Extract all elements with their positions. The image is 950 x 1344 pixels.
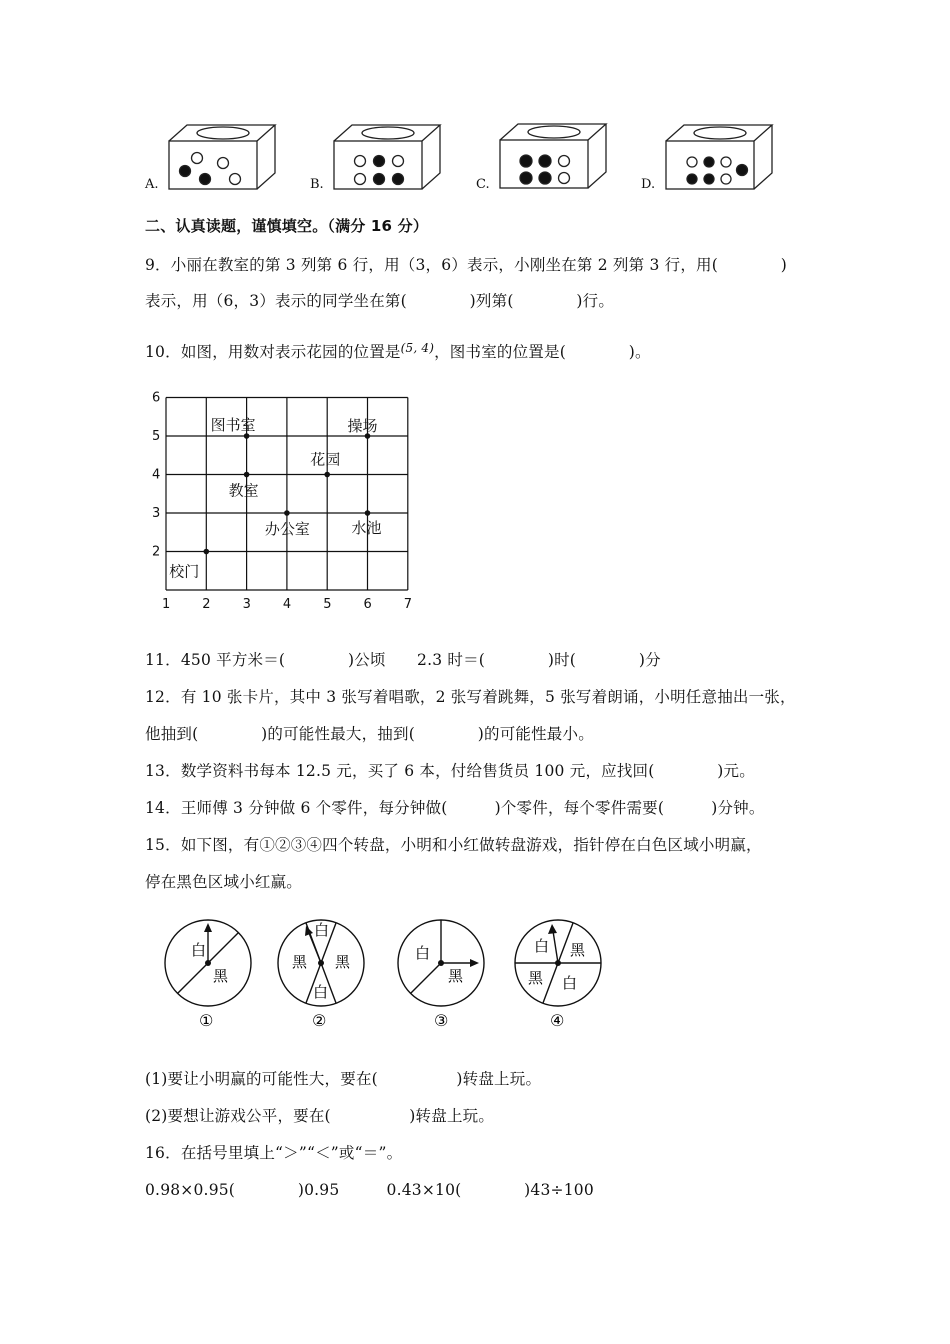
spinner-3-number: ③ — [434, 1011, 449, 1030]
grid-x-tick: 1 — [162, 597, 171, 612]
grid-x-tick: 3 — [242, 597, 251, 612]
spinner-4-label-white-bottomright: 白 — [562, 974, 578, 992]
grid-point — [244, 433, 250, 439]
q15-sub2: (2)要想让游戏公平，要在( )转盘上玩。 — [145, 1107, 495, 1125]
grid-place-label: 图书室 — [210, 416, 256, 434]
spinner-4-label-black-topright: 黑 — [570, 941, 586, 959]
spinner-2-number: ② — [312, 1011, 327, 1030]
q15-line2: 停在黑色区域小红赢。 — [145, 873, 303, 891]
spinner-2 — [273, 915, 369, 1035]
grid-y-tick: 6 — [152, 390, 161, 406]
spinner-4-label-black-bottomleft: 黑 — [528, 969, 544, 987]
spinner-2-label-black-right: 黑 — [335, 953, 351, 971]
spinner-2-label-white-bottom: 白 — [313, 983, 329, 1001]
spinner-4 — [510, 915, 606, 1035]
q14: 14．王师傅 3 分钟做 6 个零件，每分钟做( )个零件，每个零件需要( )分钟。 — [145, 799, 765, 817]
q10-before: 10．如图，用数对表示花园的位置是 — [145, 343, 401, 361]
grid-x-tick: 2 — [202, 597, 211, 612]
grid-y-tick: 2 — [152, 544, 161, 560]
grid-point — [324, 472, 330, 478]
q9-line2: 表示，用（6，3）表示的同学坐在第( )列第( )行。 — [145, 292, 615, 310]
dice-box-d — [662, 123, 777, 195]
q10-after: ，图书室的位置是( )。 — [434, 343, 651, 361]
spinner-3 — [393, 915, 489, 1035]
grid-place-label: 水池 — [351, 519, 382, 537]
dice-box-b — [330, 123, 445, 195]
spinner-1-label-black: 黑 — [213, 967, 229, 985]
dice-box-a — [165, 123, 280, 195]
grid-place-label: 办公室 — [264, 520, 310, 538]
grid-place-label: 操场 — [347, 417, 378, 435]
spinner-1-label-white: 白 — [191, 941, 207, 959]
grid-x-tick: 7 — [403, 597, 413, 612]
q15-line1: 15．如下图，有①②③④四个转盘，小明和小红做转盘游戏，指针停在白色区域小明赢， — [145, 836, 762, 854]
spinner-4-number: ④ — [550, 1011, 565, 1030]
grid-y-tick: 3 — [152, 506, 161, 521]
grid-x-tick: 5 — [323, 597, 332, 612]
q12-line1: 12．有 10 张卡片，其中 3 张写着唱歌，2 张写着跳舞，5 张写着朗诵，小明任意抽出一张， — [145, 688, 796, 706]
spinner-2-label-white-top: 白 — [314, 921, 330, 939]
grid-x-tick: 4 — [282, 597, 292, 612]
spinner-4-label-white-topleft: 白 — [534, 937, 550, 955]
grid-point — [284, 510, 290, 516]
q10-pair: (5, 4) — [400, 341, 435, 355]
spinner-3-label-black: 黑 — [448, 967, 464, 985]
grid-point — [244, 472, 250, 478]
q12-line2: 他抽到( )的可能性最大，抽到( )的可能性最小。 — [145, 725, 594, 743]
grid-map — [140, 385, 430, 620]
option-a-label: A. — [145, 177, 159, 192]
spinner-1-number: ① — [199, 1011, 214, 1030]
option-b-label: B. — [310, 177, 324, 192]
grid-place-label: 花园 — [310, 450, 341, 469]
grid-point — [204, 549, 210, 555]
grid-place-label: 校门 — [169, 562, 200, 581]
option-d-label: D. — [641, 177, 656, 192]
spinner-1 — [160, 915, 256, 1035]
grid-y-tick: 5 — [152, 429, 161, 444]
q11: 11．450 平方米＝( )公顷 2.3 时＝( )时( )分 — [145, 651, 661, 669]
grid-y-tick: 4 — [152, 467, 161, 483]
spinner-3-label-white: 白 — [415, 944, 431, 962]
q9-line1: 9．小丽在教室的第 3 列第 6 行，用（3，6）表示，小刚坐在第 2 列第 3 行，用( ) — [145, 256, 788, 274]
option-c-label: C. — [476, 177, 490, 192]
q10-text — [145, 340, 651, 362]
spinner-2-label-black-left: 黑 — [292, 953, 308, 971]
grid-point — [365, 510, 371, 516]
q16-line1: 16．在括号里填上“＞”“＜”或“＝”。 — [145, 1144, 403, 1162]
q16-line2: 0.98×0.95( )0.95 0.43×10( )43÷100 — [145, 1181, 594, 1199]
q13: 13．数学资料书每本 12.5 元，买了 6 本，付给售货员 100 元，应找回( )元。 — [145, 762, 755, 780]
grid-x-tick: 6 — [363, 597, 372, 612]
dice-box-c — [496, 120, 611, 195]
section-2-heading: 二、认真读题，谨慎填空。（满分 16 分） — [145, 217, 429, 235]
q15-sub1: (1)要让小明赢的可能性大，要在( )转盘上玩。 — [145, 1070, 542, 1088]
grid-place-label: 教室 — [228, 481, 259, 500]
